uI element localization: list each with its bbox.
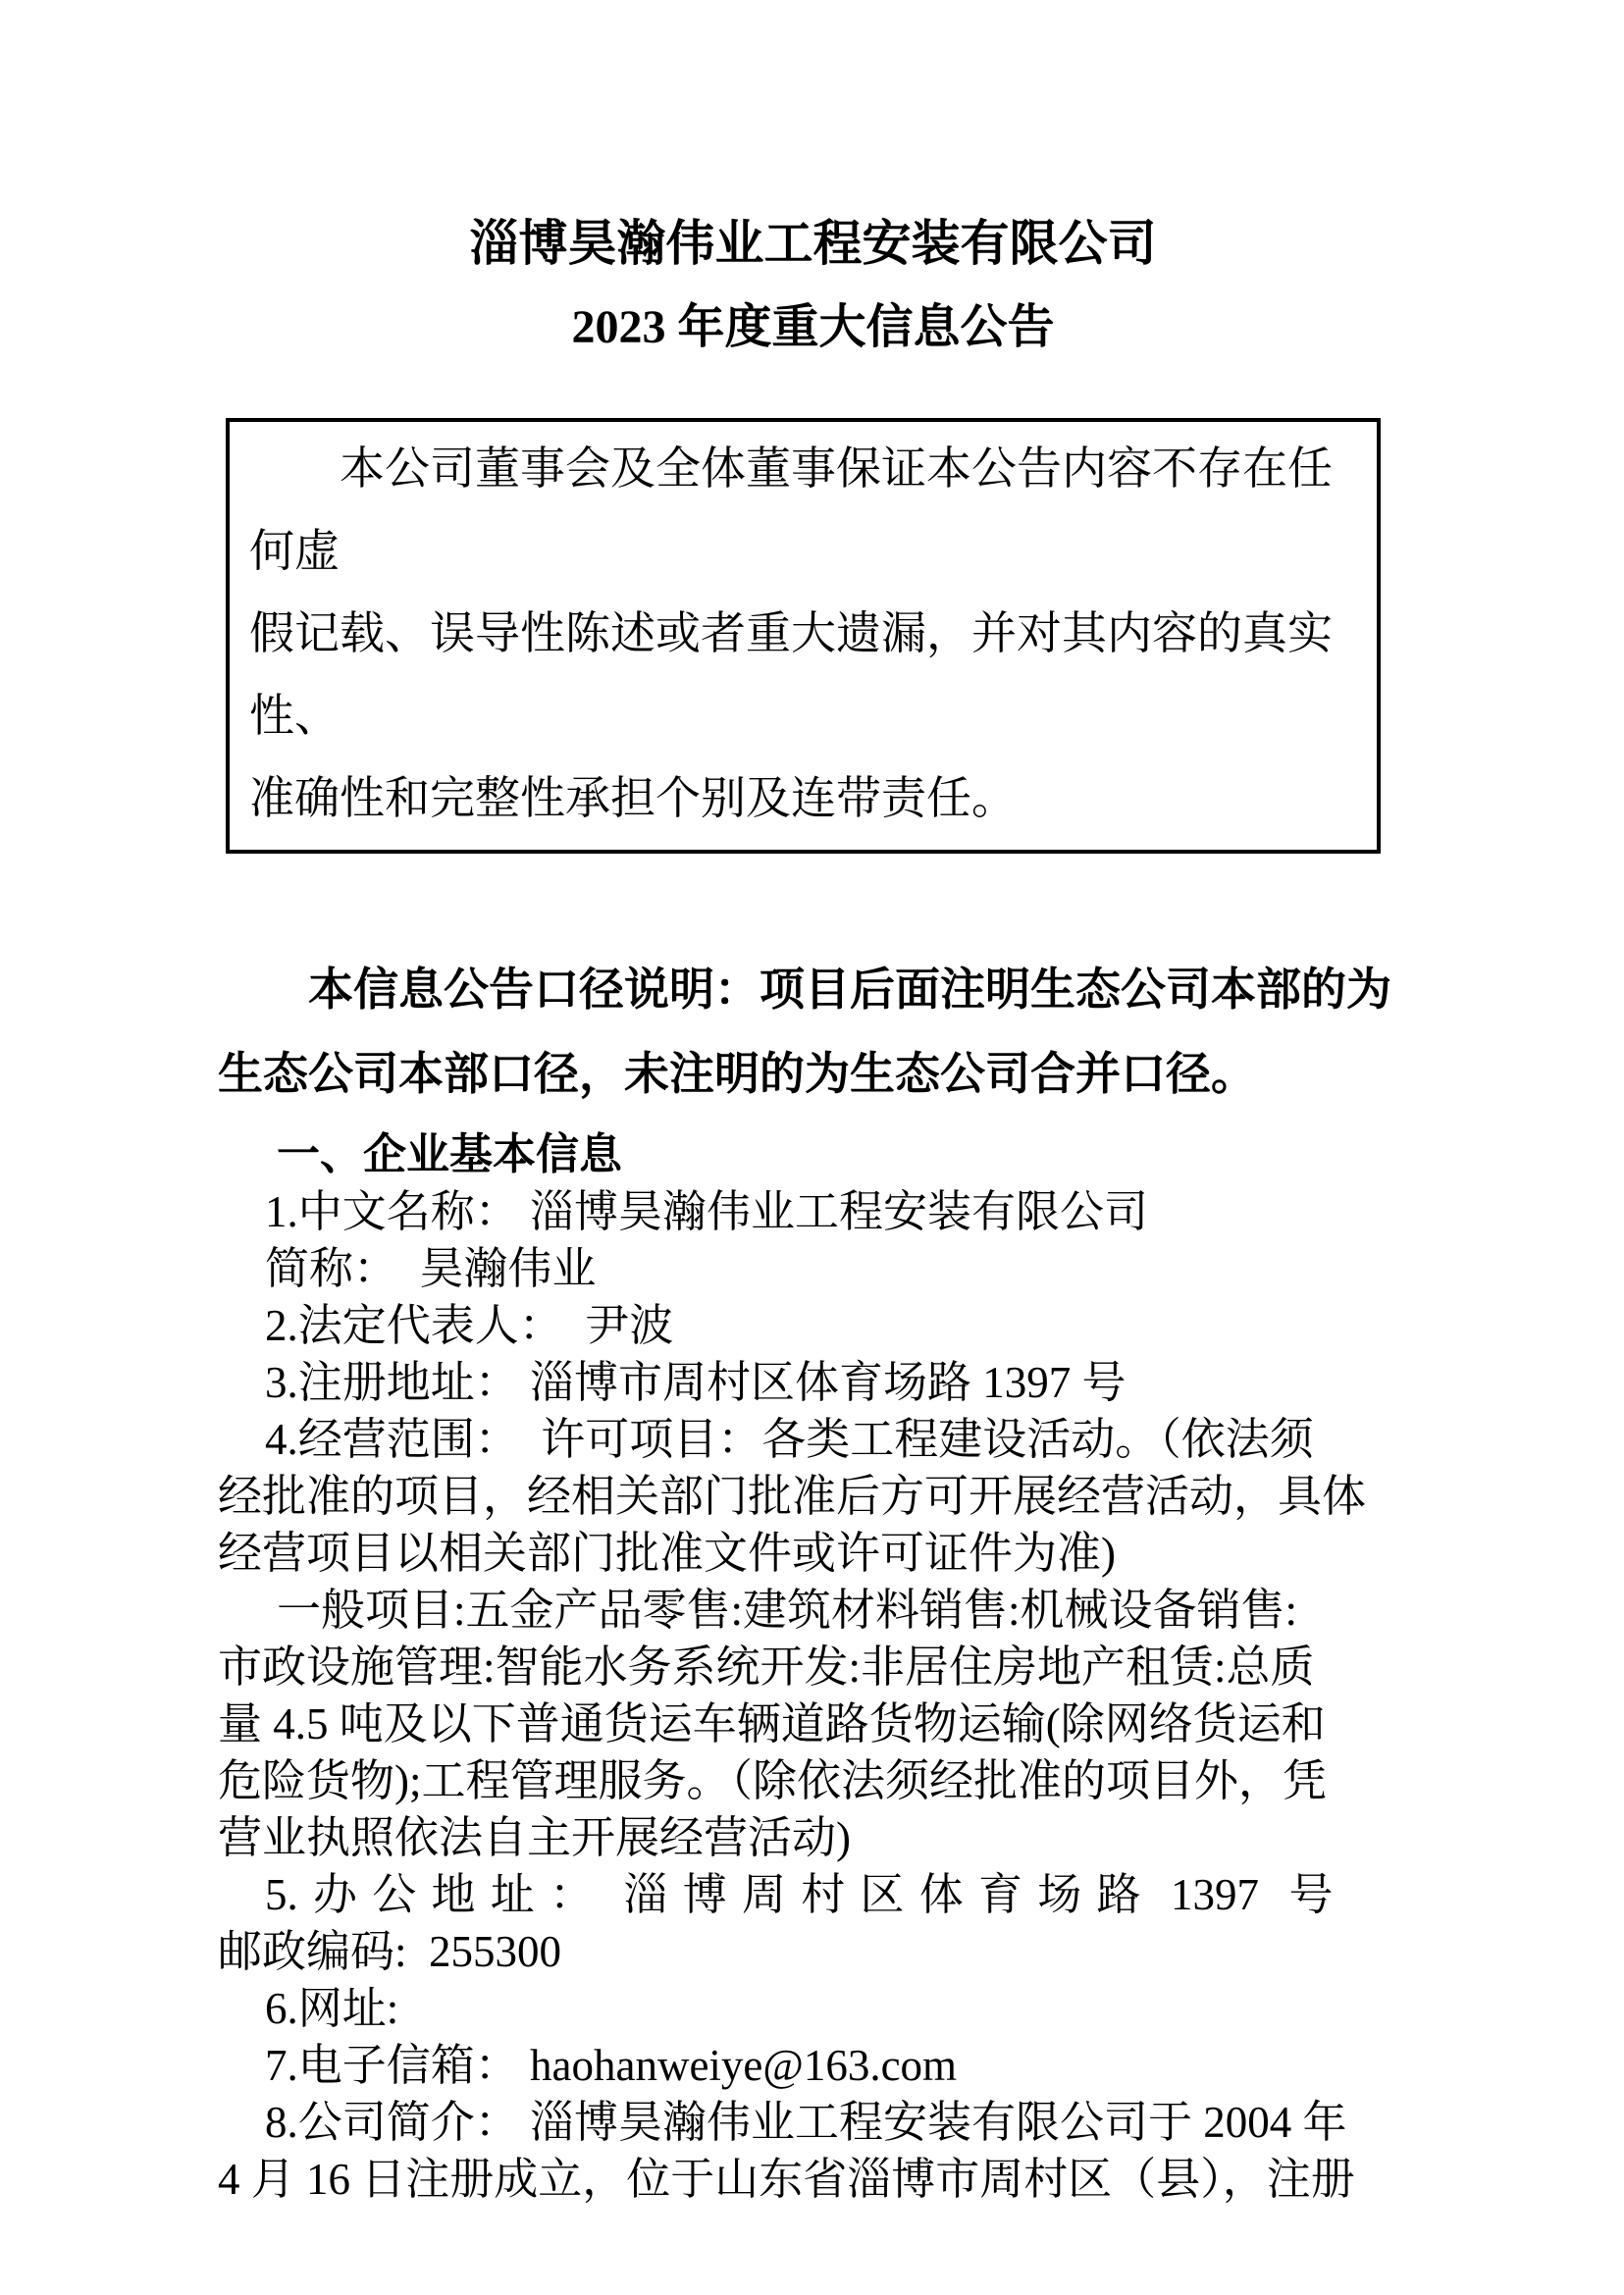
body-text-line: 5. 办 公 地 址 ： 淄 博 周 村 区 体 育 场 路 1397 号 <box>265 1870 1334 1919</box>
body-text-line: 7.电子信箱： haohanweiye@163.com <box>265 2041 958 2090</box>
body-text-line: 量 4.5 吨及以下普通货运车辆道路货物运输(除网络货运和 <box>218 1699 1326 1748</box>
body-text-line: 4 月 16 日注册成立，位于山东省淄博市周村区（县），注册 <box>218 2155 1355 2204</box>
scope-note <box>218 948 1408 1117</box>
disclaimer-text-line: 准确性和完整性承担个别及连带责任。 <box>249 773 1017 823</box>
body-text-line: 危险货物);工程管理服务。（除依法须经批准的项目外，凭 <box>218 1756 1327 1805</box>
body-text-line: 经批准的项目，经相关部门批准后方可开展经营活动，具体 <box>218 1472 1367 1521</box>
body-text-line: 1.中文名称： 淄博昊瀚伟业工程安装有限公司 <box>265 1187 1149 1236</box>
document-title-line1: 淄博昊瀚伟业工程安装有限公司 <box>469 216 1157 271</box>
body-text-line: 市政设施管理:智能水务系统开发:非居住房地产租赁:总质 <box>218 1643 1315 1692</box>
scope-note-lines <box>218 948 1408 1117</box>
body-text-line: 3.注册地址： 淄博市周村区体育场路 1397 号 <box>265 1358 1126 1407</box>
disclaimer-box <box>226 418 1381 854</box>
body-text-line: 2.法定代表人： 尹波 <box>265 1301 674 1350</box>
disclaimer-box-lines <box>249 428 1357 840</box>
body-text-line: 简称： 昊瀚伟业 <box>265 1244 597 1293</box>
section-heading: 一、企业基本信息 <box>277 1130 622 1178</box>
body-text-line: 邮政编码: 255300 <box>218 1927 562 1976</box>
body-text-line: 8.公司简介： 淄博昊瀚伟业工程安装有限公司于 2004 年 <box>265 2098 1347 2147</box>
scope-note-text-line: 本信息公告口径说明：项目后面注明生态公司本部的为 <box>308 965 1391 1015</box>
section-body <box>218 1183 1408 2208</box>
disclaimer-text-line: 本公司董事会及全体董事保证本公告内容不存在任何虚 <box>249 443 1333 576</box>
document-title-line2: 2023 年度重大信息公告 <box>571 301 1055 353</box>
disclaimer-text-line: 假记载、误导性陈述或者重大遗漏，并对其内容的真实性、 <box>249 608 1333 741</box>
body-text-line: 6.网址: <box>265 1984 399 2033</box>
scope-note-text-line: 生态公司本部口径，未注明的为生态公司合并口径。 <box>218 1049 1256 1099</box>
body-text-line: 营业执照依法自主开展经营活动) <box>218 1813 851 1862</box>
body-text-line: 4.经营范围： 许可项目：各类工程建设活动。（依法须 <box>265 1415 1314 1464</box>
body-text-line: 一般项目:五金产品零售:建筑材料销售:机械设备销售: <box>277 1586 1298 1635</box>
body-text-line: 经营项目以相关部门批准文件或许可证件为准) <box>218 1529 1116 1578</box>
